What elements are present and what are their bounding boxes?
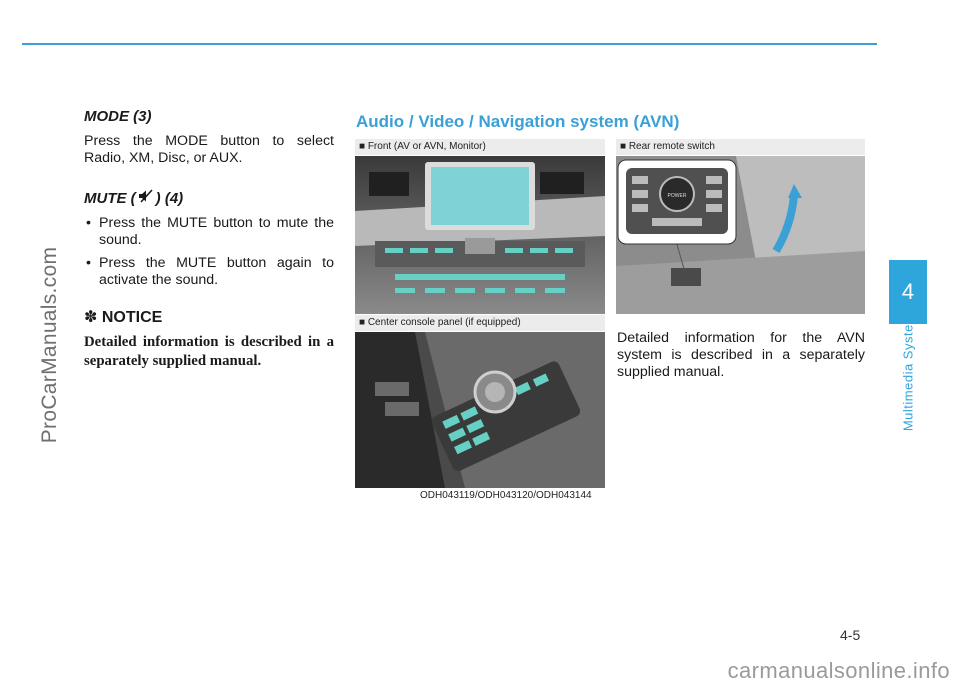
mute-speaker-icon (138, 189, 154, 207)
list-item: • Press the MUTE button again to activate the sound. (84, 255, 334, 289)
front-dashboard-image (355, 156, 605, 314)
chapter-tab: 4 (889, 260, 927, 324)
list-item: • Press the MUTE button to mute the sound. (84, 215, 334, 249)
image-code: ODH043119/ODH043120/ODH043144 (420, 490, 592, 501)
notice-heading: ✽ NOTICE (84, 309, 163, 326)
rear-remote-image (616, 156, 865, 314)
mute-heading-prefix: MUTE ( (84, 189, 136, 207)
mute-bullet-list (84, 215, 334, 289)
avn-description: Detailed information for the AVN system is described in a separately supplied manual. (617, 330, 865, 380)
chapter-title: Multimedia System (900, 312, 916, 432)
section-title: Audio / Video / Navigation system (AVN) (356, 112, 680, 131)
mute-heading (84, 189, 334, 207)
mute-heading-suffix: ) (4) (155, 189, 184, 207)
watermark-bottom: carmanualsonline.info (727, 658, 950, 683)
watermark-side: ProCarManuals.com (38, 246, 61, 444)
notice-text: Detailed information is described in a separately supplied manual. (84, 334, 334, 369)
header-rule (22, 43, 877, 45)
mode-heading: MODE (3) (84, 108, 152, 125)
page-number: 4-5 (840, 627, 861, 643)
mode-text: Press the MODE button to select Radio, XM, Disc, or AUX. (84, 133, 334, 166)
left-column (84, 108, 334, 371)
center-console-image (355, 332, 605, 488)
front-image-label: ■ Front (AV or AVN, Monitor) (355, 139, 605, 155)
remote-center-label: POWER (667, 193, 687, 199)
rear-image-label: ■ Rear remote switch (616, 139, 865, 155)
console-image-label: ■ Center console panel (if equipped) (355, 315, 605, 331)
screen (431, 167, 529, 225)
